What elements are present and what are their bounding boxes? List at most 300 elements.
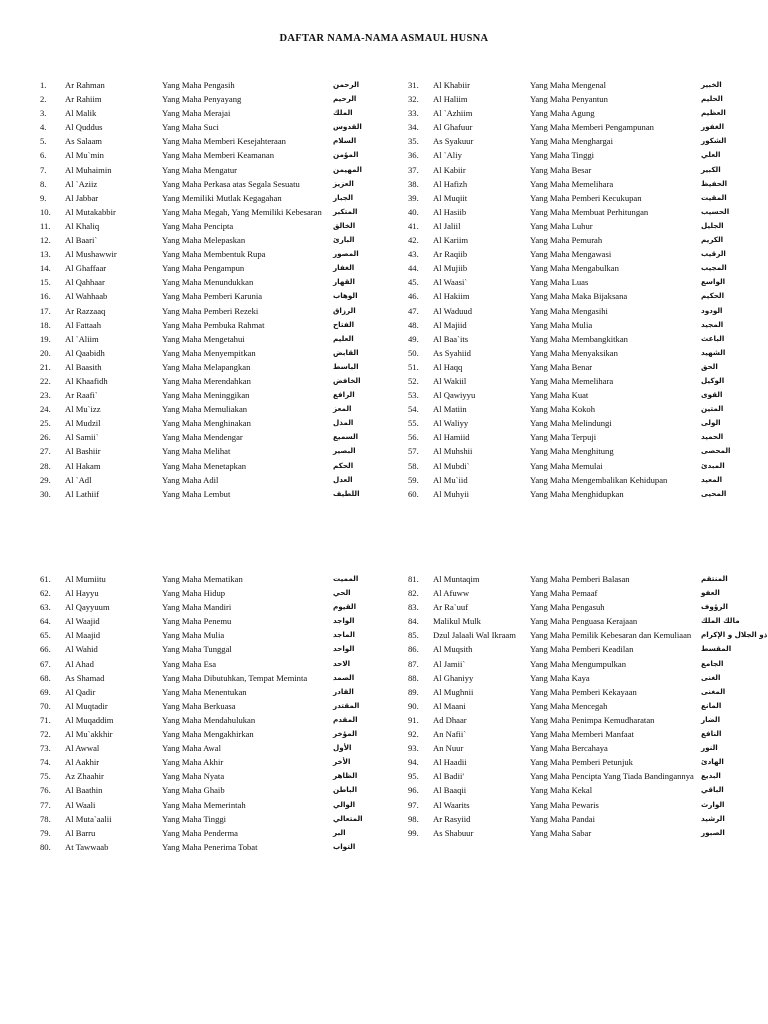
name-meaning: Yang Maha Esa bbox=[162, 658, 217, 669]
name-latin: Al Haliim bbox=[433, 94, 468, 105]
name-number: 94. bbox=[408, 757, 419, 768]
name-arabic: الماجد bbox=[333, 630, 356, 640]
name-arabic: المقتدر bbox=[333, 700, 360, 710]
name-arabic: الباقي bbox=[701, 785, 724, 795]
name-number: 66. bbox=[40, 644, 51, 655]
name-latin: Ar Rasyiid bbox=[433, 813, 471, 824]
name-arabic: الشهيد bbox=[701, 347, 726, 357]
name-arabic: الحميد bbox=[701, 432, 724, 442]
name-arabic: الرقيب bbox=[701, 249, 726, 259]
name-number: 64. bbox=[40, 616, 51, 627]
name-number: 39. bbox=[408, 192, 419, 203]
name-latin: Al Muqaddim bbox=[65, 714, 114, 725]
name-number: 81. bbox=[408, 574, 419, 584]
name-meaning: Yang Maha Pewaris bbox=[530, 799, 599, 810]
name-meaning: Yang Maha Adil bbox=[162, 474, 219, 485]
name-arabic: القيوم bbox=[333, 602, 357, 612]
name-meaning: Yang Maha Pemilik Kebesaran dan Kemuliaan bbox=[530, 630, 692, 641]
name-meaning: Yang Maha Mengumpulkan bbox=[530, 658, 627, 669]
name-arabic: الحسيب bbox=[701, 206, 730, 216]
name-number: 99. bbox=[408, 827, 419, 838]
name-number: 90. bbox=[408, 700, 419, 711]
name-latin: Al Waarits bbox=[433, 799, 470, 810]
name-arabic: الضار bbox=[701, 714, 721, 724]
name-number: 53. bbox=[408, 390, 419, 401]
name-number: 80. bbox=[40, 841, 51, 852]
name-number: 44. bbox=[408, 263, 419, 274]
name-meaning: Yang Maha Menghitung bbox=[530, 446, 614, 457]
name-latin: Al Wahid bbox=[65, 644, 98, 655]
name-meaning: Yang Maha Memberi Pengampunan bbox=[530, 122, 654, 133]
name-latin: Al Jaliil bbox=[433, 220, 461, 231]
name-arabic: النافع bbox=[701, 729, 722, 739]
name-number: 41. bbox=[408, 220, 419, 231]
name-arabic: المهيمن bbox=[333, 164, 362, 174]
name-meaning: Yang Maha Menghinakan bbox=[162, 418, 251, 429]
name-number: 49. bbox=[408, 333, 419, 344]
name-arabic: اللطيف bbox=[333, 488, 360, 498]
name-arabic: القابض bbox=[333, 347, 359, 357]
name-latin: Al Mughnii bbox=[433, 686, 474, 697]
name-number: 70. bbox=[40, 700, 51, 711]
name-meaning: Yang Maha Pemaaf bbox=[530, 588, 598, 599]
name-arabic: الودود bbox=[701, 305, 723, 315]
name-number: 26. bbox=[40, 432, 51, 443]
name-latin: Al Kariim bbox=[433, 235, 469, 246]
name-number: 93. bbox=[408, 743, 419, 754]
name-arabic: الغفار bbox=[333, 263, 355, 273]
name-latin: Al Baari` bbox=[65, 235, 98, 246]
name-latin: Al Muhaimin bbox=[65, 164, 112, 175]
name-latin: Al Muta`aalii bbox=[65, 813, 112, 824]
name-arabic: البديع bbox=[701, 771, 721, 781]
name-latin: Al Waasi` bbox=[433, 277, 468, 288]
name-number: 60. bbox=[408, 488, 419, 499]
name-arabic: الباسط bbox=[333, 361, 359, 371]
name-meaning: Yang Maha Besar bbox=[530, 164, 592, 175]
name-number: 62. bbox=[40, 588, 51, 599]
name-number: 5. bbox=[40, 136, 47, 147]
name-latin: Ar Raafi` bbox=[65, 390, 98, 401]
name-meaning: Yang Maha Pemberi Balasan bbox=[530, 574, 630, 584]
name-number: 98. bbox=[408, 813, 419, 824]
name-latin: Al Ghaniyy bbox=[433, 672, 474, 683]
name-latin: At Tawwaab bbox=[65, 841, 109, 852]
name-meaning: Yang Maha Mengetahui bbox=[162, 333, 245, 344]
name-latin: Al Badii' bbox=[433, 771, 464, 782]
name-meaning: Yang Maha Pemberi Rezeki bbox=[162, 305, 259, 316]
name-meaning: Yang Maha Mengakhirkan bbox=[162, 729, 254, 740]
name-meaning: Yang Maha Tunggal bbox=[162, 644, 232, 655]
name-number: 84. bbox=[408, 616, 419, 627]
name-number: 3. bbox=[40, 108, 47, 119]
name-number: 68. bbox=[40, 672, 51, 683]
name-number: 97. bbox=[408, 799, 419, 810]
name-meaning: Yang Maha Pemberi Kecukupan bbox=[530, 192, 642, 203]
name-arabic: القهار bbox=[333, 277, 355, 287]
name-meaning: Yang Maha Pengampun bbox=[162, 263, 245, 274]
name-meaning: Yang Maha Memerintah bbox=[162, 799, 246, 810]
name-latin: Al Hamiid bbox=[433, 432, 470, 443]
name-latin: Al Khaafidh bbox=[65, 375, 108, 386]
name-arabic: المصور bbox=[333, 249, 359, 259]
name-latin: Al Khabiir bbox=[433, 80, 470, 90]
name-arabic: المتكبر bbox=[333, 206, 358, 216]
name-meaning: Yang Maha Penyantun bbox=[530, 94, 608, 105]
name-latin: Al Khaliq bbox=[65, 220, 100, 231]
name-latin: Al Mushawwir bbox=[65, 249, 117, 260]
name-number: 42. bbox=[408, 235, 419, 246]
name-arabic: الخبير bbox=[701, 80, 722, 89]
name-meaning: Yang Maha Membangkitkan bbox=[530, 333, 628, 344]
name-arabic: المقدم bbox=[333, 714, 358, 724]
name-meaning: Yang Memiliki Mutlak Kegagahan bbox=[162, 192, 282, 203]
name-arabic: الرزاق bbox=[333, 305, 356, 315]
name-latin: Al Mudzil bbox=[65, 418, 101, 429]
name-number: 17. bbox=[40, 305, 51, 316]
name-number: 82. bbox=[408, 588, 419, 599]
name-latin: Al Qaabidh bbox=[65, 347, 105, 358]
name-arabic: الولى bbox=[701, 418, 721, 428]
name-meaning: Yang Maha Pemberi Karunia bbox=[162, 291, 263, 302]
name-arabic: الوكيل bbox=[701, 375, 725, 385]
name-number: 43. bbox=[408, 249, 419, 260]
name-arabic: المتعالي bbox=[333, 813, 363, 823]
name-arabic: المجيب bbox=[701, 263, 727, 273]
name-latin: As Shabuur bbox=[433, 827, 474, 838]
name-meaning: Yang Maha Berkuasa bbox=[162, 700, 236, 711]
name-meaning: Yang Maha Membentuk Rupa bbox=[162, 249, 266, 260]
name-number: 74. bbox=[40, 757, 51, 768]
name-latin: Al `Aliy bbox=[433, 150, 462, 161]
name-meaning: Yang Maha Pemberi Kekayaan bbox=[530, 686, 637, 697]
name-latin: Al Waali bbox=[65, 799, 96, 810]
name-latin: Al Wahhaab bbox=[65, 291, 108, 302]
name-latin: Al Ahad bbox=[65, 658, 94, 669]
name-meaning: Yang Maha Benar bbox=[530, 361, 593, 372]
name-number: 83. bbox=[408, 602, 419, 613]
name-number: 55. bbox=[408, 418, 419, 429]
name-arabic: الحكيم bbox=[701, 291, 725, 301]
name-number: 40. bbox=[408, 206, 419, 217]
name-arabic: الفتاح bbox=[333, 319, 355, 329]
name-latin: Al Muhyii bbox=[433, 488, 470, 499]
name-meaning: Yang Maha Luhur bbox=[530, 220, 593, 231]
name-latin: As Salaam bbox=[65, 136, 102, 147]
name-arabic: العظيم bbox=[701, 108, 726, 118]
name-meaning: Yang Maha Memuliakan bbox=[162, 404, 248, 415]
name-number: 35. bbox=[408, 136, 419, 147]
name-latin: Ad Dhaar bbox=[433, 714, 467, 725]
name-number: 87. bbox=[408, 658, 419, 669]
name-meaning: Yang Maha Penyayang bbox=[162, 94, 242, 105]
name-number: 46. bbox=[408, 291, 419, 302]
name-meaning: Yang Maha Perkasa atas Segala Sesuatu bbox=[162, 178, 300, 189]
name-arabic: البارئ bbox=[333, 235, 355, 245]
name-number: 65. bbox=[40, 630, 51, 641]
name-arabic: الملك bbox=[333, 108, 353, 118]
name-latin: Az Zhaahir bbox=[65, 771, 104, 782]
name-latin: Al Mu`akkhir bbox=[65, 729, 113, 740]
name-latin: Al Maajid bbox=[65, 630, 101, 641]
name-meaning: Yang Maha Meninggikan bbox=[162, 390, 250, 401]
name-number: 69. bbox=[40, 686, 51, 697]
name-number: 34. bbox=[408, 122, 419, 133]
name-arabic: السميع bbox=[333, 432, 359, 442]
name-arabic: التواب bbox=[333, 841, 356, 851]
name-arabic: المؤخر bbox=[333, 729, 358, 739]
name-latin: Malikul Mulk bbox=[433, 616, 481, 627]
name-arabic: القوى bbox=[701, 390, 723, 400]
name-arabic: الحليم bbox=[701, 94, 723, 104]
name-arabic: ذو الجلال و الإكرام bbox=[701, 630, 768, 640]
name-number: 25. bbox=[40, 418, 51, 429]
name-meaning: Yang Maha Megah, Yang Memiliki Kebesaran bbox=[162, 206, 322, 217]
name-latin: Al Haqq bbox=[433, 361, 463, 372]
name-arabic: القدوس bbox=[333, 122, 362, 132]
name-latin: Al `Azhiim bbox=[433, 108, 473, 119]
name-latin: Dzul Jalaali Wal Ikraam bbox=[433, 630, 516, 641]
name-latin: Al Mutakabbir bbox=[65, 206, 116, 217]
name-arabic: المغنى bbox=[701, 686, 726, 696]
name-latin: Ar Ra`uuf bbox=[433, 602, 469, 613]
name-arabic: الرؤوف bbox=[701, 602, 728, 612]
name-meaning: Yang Maha Pembuka Rahmat bbox=[162, 319, 265, 330]
name-number: 58. bbox=[408, 460, 419, 471]
name-arabic: البر bbox=[333, 827, 346, 837]
name-number: 23. bbox=[40, 390, 51, 401]
name-arabic: الكبير bbox=[701, 164, 721, 174]
name-meaning: Yang Maha Memberi Kesejahteraan bbox=[162, 136, 286, 147]
name-number: 77. bbox=[40, 799, 51, 810]
name-meaning: Yang Maha Mandiri bbox=[162, 602, 232, 613]
name-number: 37. bbox=[408, 164, 419, 175]
name-meaning: Yang Maha Mengembalikan Kehidupan bbox=[530, 474, 668, 485]
name-meaning: Yang Maha Agung bbox=[530, 108, 595, 119]
name-latin: As Syahiid bbox=[433, 347, 471, 358]
name-number: 18. bbox=[40, 319, 51, 330]
name-meaning: Yang Maha Mulia bbox=[530, 319, 593, 330]
name-meaning: Yang Maha Penerima Tobat bbox=[162, 841, 258, 852]
name-arabic: مالك الملك bbox=[701, 616, 740, 626]
name-arabic: المقسط bbox=[701, 644, 732, 654]
name-meaning: Yang Maha Hidup bbox=[162, 588, 226, 599]
name-latin: Al Qayyuum bbox=[65, 602, 110, 613]
name-latin: Al `Aziiz bbox=[65, 178, 98, 189]
name-arabic: المقيت bbox=[701, 192, 727, 202]
name-meaning: Yang Maha Mengasihi bbox=[530, 305, 608, 316]
name-arabic: المنتقم bbox=[701, 574, 728, 583]
name-arabic: الوهاب bbox=[333, 291, 358, 301]
name-number: 78. bbox=[40, 813, 51, 824]
name-number: 50. bbox=[408, 347, 419, 358]
name-latin: Al Muqiit bbox=[433, 192, 468, 203]
name-number: 22. bbox=[40, 375, 51, 386]
name-meaning: Yang Maha Mematikan bbox=[162, 574, 243, 584]
name-arabic: السلام bbox=[333, 136, 357, 146]
name-meaning: Yang Maha Terpuji bbox=[530, 432, 597, 443]
name-number: 95. bbox=[408, 771, 419, 782]
name-latin: Al Malik bbox=[65, 108, 97, 119]
name-meaning: Yang Maha Penemu bbox=[162, 616, 232, 627]
name-number: 11. bbox=[40, 220, 51, 231]
name-latin: Al Hakiim bbox=[433, 291, 470, 302]
name-number: 31. bbox=[408, 80, 419, 90]
name-meaning: Yang Maha Pencipta bbox=[162, 220, 234, 231]
name-latin: Al Kabiir bbox=[433, 164, 466, 175]
name-latin: Al Mujiib bbox=[433, 263, 468, 274]
name-latin: Al Fattaah bbox=[65, 319, 102, 330]
name-number: 8. bbox=[40, 178, 47, 189]
name-latin: Al Muqtadir bbox=[65, 700, 108, 711]
name-arabic: الأخر bbox=[333, 757, 351, 767]
name-number: 12. bbox=[40, 235, 51, 246]
name-arabic: الصبور bbox=[701, 827, 725, 837]
name-arabic: الصمد bbox=[333, 672, 355, 682]
name-meaning: Yang Maha Memberi Manfaat bbox=[530, 729, 634, 740]
name-latin: Al Samii` bbox=[65, 432, 99, 443]
name-arabic: الحي bbox=[333, 588, 351, 598]
name-number: 38. bbox=[408, 178, 419, 189]
name-number: 86. bbox=[408, 644, 419, 655]
name-number: 48. bbox=[408, 319, 419, 330]
name-meaning: Yang Maha Membuat Perhitungan bbox=[530, 206, 649, 217]
name-meaning: Yang Maha Mengenal bbox=[530, 80, 606, 90]
name-latin: Al Muqsith bbox=[433, 644, 473, 655]
name-arabic: الخالق bbox=[333, 220, 356, 230]
name-arabic: المحصى bbox=[701, 446, 731, 456]
name-number: 27. bbox=[40, 446, 51, 457]
name-number: 30. bbox=[40, 488, 51, 499]
name-number: 24. bbox=[40, 404, 51, 415]
name-arabic: الباطن bbox=[333, 785, 358, 795]
name-latin: Al Waduud bbox=[433, 305, 473, 316]
name-arabic: المعيد bbox=[701, 474, 723, 484]
page-title: DAFTAR NAMA-NAMA ASMAUL HUSNA bbox=[279, 33, 489, 44]
name-meaning: Yang Maha Lembut bbox=[162, 488, 231, 499]
name-meaning: Yang Maha Kekal bbox=[530, 785, 593, 796]
name-meaning: Yang Maha Tinggi bbox=[162, 813, 227, 824]
name-arabic: المؤمن bbox=[333, 150, 359, 160]
name-arabic: الواحد bbox=[333, 644, 355, 654]
name-arabic: المانع bbox=[701, 700, 722, 710]
name-latin: Al Qawiyyu bbox=[433, 390, 476, 401]
name-meaning: Yang Maha Pemberi Keadilan bbox=[530, 644, 634, 655]
name-meaning: Yang Maha Menetapkan bbox=[162, 460, 247, 471]
name-arabic: الجبار bbox=[333, 192, 354, 202]
name-meaning: Yang Maha Sabar bbox=[530, 827, 592, 838]
name-arabic: المتين bbox=[701, 404, 724, 414]
name-latin: Al Afuww bbox=[433, 588, 470, 599]
name-arabic: الباعث bbox=[701, 333, 725, 343]
name-number: 16. bbox=[40, 291, 51, 302]
name-meaning: Yang Maha Menyempitkan bbox=[162, 347, 256, 358]
name-number: 56. bbox=[408, 432, 419, 443]
name-arabic: الرشيد bbox=[701, 813, 725, 823]
name-arabic: المذل bbox=[333, 418, 354, 428]
name-meaning: Yang Maha Melepaskan bbox=[162, 235, 246, 246]
name-number: 4. bbox=[40, 122, 47, 133]
name-number: 33. bbox=[408, 108, 419, 119]
name-number: 32. bbox=[408, 94, 419, 105]
name-arabic: الاحد bbox=[333, 658, 351, 668]
name-arabic: الهادئ bbox=[701, 757, 724, 767]
name-arabic: الغفور bbox=[701, 122, 725, 132]
name-number: 9. bbox=[40, 192, 47, 203]
name-latin: Al Mu`iid bbox=[433, 474, 468, 485]
name-number: 67. bbox=[40, 658, 51, 669]
name-latin: Al `Adl bbox=[65, 474, 92, 485]
name-meaning: Yang Maha Nyata bbox=[162, 771, 225, 782]
name-latin: Al Mumiitu bbox=[65, 574, 106, 584]
name-number: 92. bbox=[408, 729, 419, 740]
name-arabic: القادر bbox=[333, 686, 354, 696]
name-latin: Al Waajid bbox=[65, 616, 100, 627]
name-arabic: العفو bbox=[701, 588, 720, 598]
name-latin: Al Baathin bbox=[65, 785, 103, 796]
name-meaning: Yang Maha Melihat bbox=[162, 446, 231, 457]
name-arabic: الوارث bbox=[701, 799, 725, 809]
name-arabic: الواجد bbox=[333, 616, 355, 626]
name-number: 47. bbox=[408, 305, 419, 316]
name-meaning: Yang Maha Mengabulkan bbox=[530, 263, 619, 274]
name-arabic: الجليل bbox=[701, 220, 724, 230]
name-meaning: Yang Maha Menentukan bbox=[162, 686, 247, 697]
name-arabic: الغنى bbox=[701, 672, 721, 682]
name-latin: Al Baaqii bbox=[433, 785, 467, 796]
name-meaning: Yang Maha Menghidupkan bbox=[530, 488, 624, 499]
name-arabic: النور bbox=[701, 743, 718, 753]
name-latin: Al Muntaqim bbox=[433, 574, 480, 584]
name-number: 15. bbox=[40, 277, 51, 288]
name-meaning: Yang Maha Mendahulukan bbox=[162, 714, 256, 725]
name-number: 91. bbox=[408, 714, 419, 725]
name-arabic: العزيز bbox=[333, 178, 354, 188]
name-meaning: Yang Maha Melapangkan bbox=[162, 361, 251, 372]
name-latin: Al Waliyy bbox=[433, 418, 469, 429]
name-arabic: الواسع bbox=[701, 277, 726, 287]
name-number: 13. bbox=[40, 249, 51, 260]
name-arabic: المجيد bbox=[701, 319, 724, 329]
name-arabic: الرافع bbox=[333, 390, 355, 400]
name-meaning: Yang Maha Mengatur bbox=[162, 164, 238, 175]
name-arabic: المبدئ bbox=[701, 460, 725, 470]
name-meaning: Yang Maha Pemberi Petunjuk bbox=[530, 757, 633, 768]
name-latin: Al Mubdi` bbox=[433, 460, 470, 471]
name-number: 19. bbox=[40, 333, 51, 344]
name-arabic: الحكم bbox=[333, 460, 354, 470]
name-meaning: Yang Maha Menundukkan bbox=[162, 277, 254, 288]
name-latin: Al `Aliim bbox=[65, 333, 99, 344]
name-latin: Ar Rahman bbox=[65, 80, 105, 90]
name-latin: Al Baa`its bbox=[433, 333, 469, 344]
name-meaning: Yang Maha Pencipta Yang Tiada Bandingannya bbox=[530, 771, 694, 782]
name-latin: Al Quddus bbox=[65, 122, 103, 133]
name-number: 1. bbox=[40, 80, 47, 90]
name-number: 14. bbox=[40, 263, 51, 274]
name-number: 79. bbox=[40, 827, 51, 838]
name-latin: Al Wakiil bbox=[433, 375, 467, 386]
name-arabic: الأول bbox=[333, 743, 352, 753]
name-latin: As Syakuur bbox=[433, 136, 474, 147]
name-number: 6. bbox=[40, 150, 47, 161]
name-latin: Al Majiid bbox=[433, 319, 467, 330]
name-meaning: Yang Maha Tinggi bbox=[530, 150, 595, 161]
name-meaning: Yang Maha Mengawasi bbox=[530, 249, 612, 260]
name-arabic: العدل bbox=[333, 474, 353, 484]
name-number: 61. bbox=[40, 574, 51, 584]
name-arabic: المحيى bbox=[701, 488, 727, 498]
